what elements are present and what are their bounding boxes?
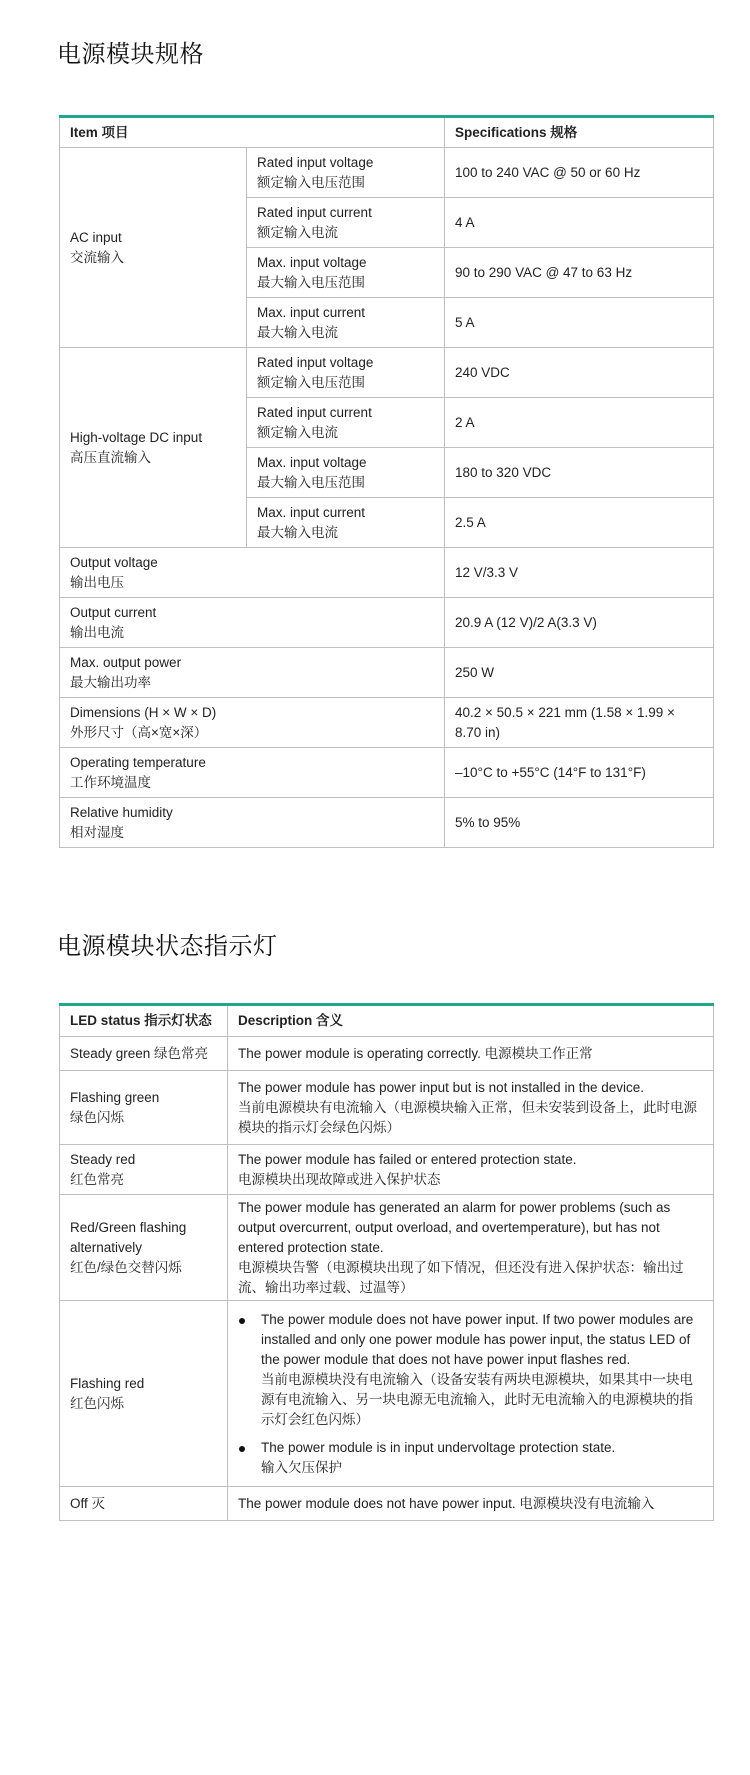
page-title-specifications: 电源模块规格 [57,40,204,68]
spec-row [60,548,714,598]
header-description: Description 含义 [228,1005,714,1037]
value-cell: 2 A [445,398,714,448]
led-status-cell [60,1145,228,1195]
page-title-status-leds: 电源模块状态指示灯 [57,932,278,960]
group-label-en: High-voltage DC input [70,429,203,445]
bullet-text-zh: 输入欠压保护 [261,1459,342,1475]
header-item: Item 项目 [60,117,445,148]
param-en: Rated input current [257,404,372,420]
param-en: Operating temperature [70,754,206,770]
param-zh: 工作环境温度 [70,774,151,790]
value-cell: 90 to 290 VAC @ 47 to 63 Hz [445,248,714,298]
value-cell: –10°C to +55°C (14°F to 131°F) [445,748,714,798]
led-status-cell [60,1071,228,1145]
param-en: Rated input voltage [257,354,374,370]
led-row-steady-green [60,1037,714,1071]
param-zh: 额定输入电流 [257,224,338,240]
description-line: 电源模块出现故障或进入保护状态 [238,1171,441,1187]
description-line: 当前电源模块有电流输入（电源模块输入正常，但未安装到设备上，此时电源模块的指示灯会绿色闪烁） [238,1099,697,1135]
led-status-table [59,1003,714,1521]
status-line: Steady green 绿色常亮 [70,1045,209,1061]
param-en: Max. output power [70,654,182,670]
led-description-cell [228,1301,714,1487]
led-header-row [60,1005,714,1037]
param-cell [247,298,445,348]
status-line: 红色闪烁 [70,1395,124,1411]
param-zh: 最大输入电压范围 [257,474,365,490]
param-cell [60,798,445,848]
led-row-flashing-green [60,1071,714,1145]
spec-row [60,648,714,698]
bullet-text-en: The power module is in input undervoltage protection state. [261,1439,616,1455]
bullet-icon [239,1446,245,1452]
value-cell: 180 to 320 VDC [445,448,714,498]
led-status-cell [60,1301,228,1487]
description-line: The power module does not have power input. 电源模块没有电流输入 [238,1495,655,1511]
spec-row [60,148,714,198]
param-cell [247,498,445,548]
header-specifications: Specifications 规格 [445,117,714,148]
led-status-cell [60,1195,228,1301]
param-en: Relative humidity [70,804,173,820]
param-cell [247,348,445,398]
group-label-zh: 交流输入 [70,249,124,265]
description-line: The power module has failed or entered protection state. [238,1151,577,1167]
param-cell [247,248,445,298]
param-en: Max. input current [257,504,366,520]
bullet-icon [239,1318,245,1324]
led-description-cell [228,1195,714,1301]
value-cell: 240 VDC [445,348,714,398]
param-cell [60,748,445,798]
param-zh: 输出电流 [70,624,124,640]
spec-header-row [60,117,714,148]
led-row-off [60,1487,714,1521]
param-zh: 最大输出功率 [70,674,151,690]
led-row-flashing-red [60,1301,714,1487]
status-line: Red/Green flashing alternatively [70,1219,187,1255]
param-zh: 额定输入电压范围 [257,174,365,190]
group-label-zh: 高压直流输入 [70,449,151,465]
param-cell [60,548,445,598]
value-cell: 2.5 A [445,498,714,548]
spec-row [60,698,714,748]
param-zh: 相对湿度 [70,824,124,840]
status-line: 红色常亮 [70,1171,124,1187]
value-cell: 250 W [445,648,714,698]
status-line: Off 灭 [70,1495,106,1511]
led-description-cell [228,1145,714,1195]
group-label-ac-input [60,148,247,348]
value-cell: 20.9 A (12 V)/2 A(3.3 V) [445,598,714,648]
spec-row [60,348,714,398]
param-zh: 额定输入电流 [257,424,338,440]
param-en: Max. input voltage [257,254,367,270]
value-cell: 5 A [445,298,714,348]
description-line: 电源模块告警（电源模块出现了如下情况，但还没有进入保护状态：输出过流、输出功率过载、过温等） [238,1259,684,1295]
value-cell: 40.2 × 50.5 × 221 mm (1.58 × 1.99 × 8.70 in) [445,698,714,748]
spec-row [60,598,714,648]
led-status-cell [60,1037,228,1071]
param-en: Rated input voltage [257,154,374,170]
led-status-cell [60,1487,228,1521]
param-cell [247,398,445,448]
led-description-cell [228,1487,714,1521]
status-line: Flashing red [70,1375,145,1391]
led-row-steady-red [60,1145,714,1195]
description-line: The power module has power input but is not installed in the device. [238,1079,644,1095]
led-description-cell [228,1037,714,1071]
status-line: 绿色闪烁 [70,1109,124,1125]
param-cell [60,598,445,648]
bullet-item [238,1438,703,1478]
specifications-table [59,115,714,848]
param-cell [247,448,445,498]
param-en: Max. input voltage [257,454,367,470]
spec-row [60,748,714,798]
led-description-cell [228,1071,714,1145]
description-line: The power module has generated an alarm for power problems (such as output overcurrent, output overload, and overtemperature), but has not entered protection state. [238,1199,671,1255]
param-en: Dimensions (H × W × D) [70,704,217,720]
param-en: Rated input current [257,204,372,220]
param-en: Output voltage [70,554,158,570]
group-label-en: AC input [70,229,122,245]
param-zh: 最大输入电流 [257,324,338,340]
status-line: 红色/绿色交替闪烁 [70,1259,182,1275]
param-zh: 额定输入电压范围 [257,374,365,390]
status-line: Steady red [70,1151,136,1167]
description-line: The power module is operating correctly. 电源模块工作正常 [238,1045,593,1061]
value-cell: 5% to 95% [445,798,714,848]
spec-row [60,798,714,848]
bullet-list [238,1310,703,1478]
header-led-status: LED status 指示灯状态 [60,1005,228,1037]
value-cell: 100 to 240 VAC @ 50 or 60 Hz [445,148,714,198]
param-cell [60,648,445,698]
bullet-text-zh: 当前电源模块没有电流输入（设备安装有两块电源模块，如果其中一块电源有电流输入、另一块电源无电流输入，此时无电流输入的电源模块的指示灯会红色闪烁） [261,1371,693,1427]
param-cell [60,698,445,748]
param-en: Max. input current [257,304,366,320]
value-cell: 12 V/3.3 V [445,548,714,598]
param-zh: 最大输入电压范围 [257,274,365,290]
param-cell [247,148,445,198]
value-cell: 4 A [445,198,714,248]
bullet-item [238,1310,703,1430]
status-line: Flashing green [70,1089,160,1105]
param-en: Output current [70,604,157,620]
param-cell [247,198,445,248]
param-zh: 外形尺寸（高×宽×深） [70,724,208,740]
param-zh: 输出电压 [70,574,124,590]
group-label-high-voltage-dc-input [60,348,247,548]
param-zh: 最大输入电流 [257,524,338,540]
bullet-text-en: The power module does not have power input. If two power modules are installed and only one power module has power input, the status LED of the power module that does not have power input flashes red. [261,1311,694,1367]
led-row-red-green-alternating [60,1195,714,1301]
